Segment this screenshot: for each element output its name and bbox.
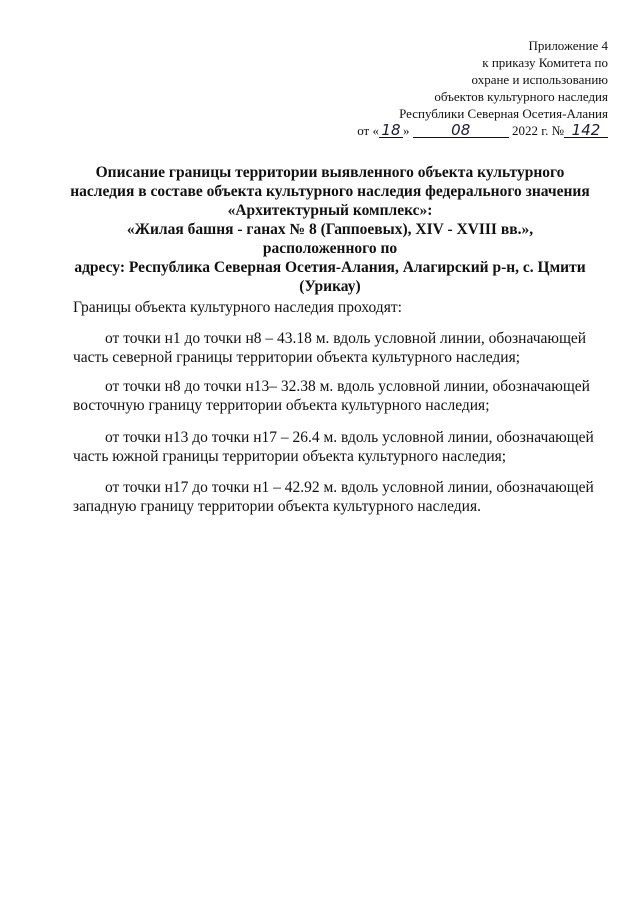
order-month-handwritten: 08 bbox=[413, 123, 509, 138]
order-day-handwritten: 18 bbox=[379, 123, 403, 138]
title-line: «Жилая башня - ганах № 8 (Гаппоевых), XIV - XVIII вв.», расположенного по bbox=[126, 221, 534, 257]
title-line: (Урикау) bbox=[299, 278, 361, 295]
appendix-line: Приложение 4 bbox=[528, 38, 608, 53]
document-title bbox=[70, 163, 590, 296]
title-line: адресу: Республика Северная Осетия-Алания, Алагирский р-н, с. Цмити bbox=[74, 259, 586, 276]
appendix-line: охране и использованию bbox=[471, 72, 608, 87]
boundary-paragraph bbox=[73, 377, 593, 415]
paragraph-line: восточную границу территории объекта культурного наследия; bbox=[73, 397, 490, 414]
paragraph-line: от точки н8 до точки н13– 32.38 м. вдоль условной линии, обозначающей bbox=[105, 378, 590, 395]
order-number-handwritten: 142 bbox=[564, 123, 608, 138]
title-line: «Архитектурный комплекс»: bbox=[227, 202, 433, 219]
appendix-header bbox=[348, 37, 608, 139]
boundary-paragraph bbox=[73, 428, 593, 466]
paragraph-line: от точки н13 до точки н17 – 26.4 м. вдоль условной линии, обозначающей bbox=[105, 429, 594, 446]
paragraph-line: от точки н17 до точки н1 – 42.92 м. вдоль условной линии, обозначающей bbox=[105, 479, 594, 496]
intro-text: Границы объекта культурного наследия проходят: bbox=[73, 299, 402, 316]
order-mid: » bbox=[402, 123, 410, 138]
title-line: Описание границы территории выявленного объекта культурного bbox=[95, 164, 565, 181]
paragraph-line: часть северной границы территории объекта культурного наследия; bbox=[73, 349, 521, 366]
paragraph-line: от точки н1 до точки н8 – 43.18 м. вдоль условной линии, обозначающей bbox=[105, 330, 587, 347]
order-date-line bbox=[348, 122, 608, 139]
boundary-paragraph bbox=[73, 329, 593, 367]
order-year: 2022 г. № bbox=[511, 123, 564, 138]
title-line: наследия в составе объекта культурного наследия федерального значения bbox=[70, 183, 590, 200]
boundary-paragraph bbox=[73, 478, 593, 516]
appendix-line: объектов культурного наследия bbox=[434, 89, 608, 104]
paragraph-line: западную границу территории объекта культурного наследия. bbox=[73, 498, 481, 515]
paragraph-line: часть южной границы территории объекта культурного наследия; bbox=[73, 448, 507, 465]
order-prefix: от « bbox=[357, 123, 379, 138]
appendix-line: Республики Северная Осетия-Алания bbox=[399, 106, 608, 121]
appendix-line: к приказу Комитета по bbox=[482, 55, 608, 70]
